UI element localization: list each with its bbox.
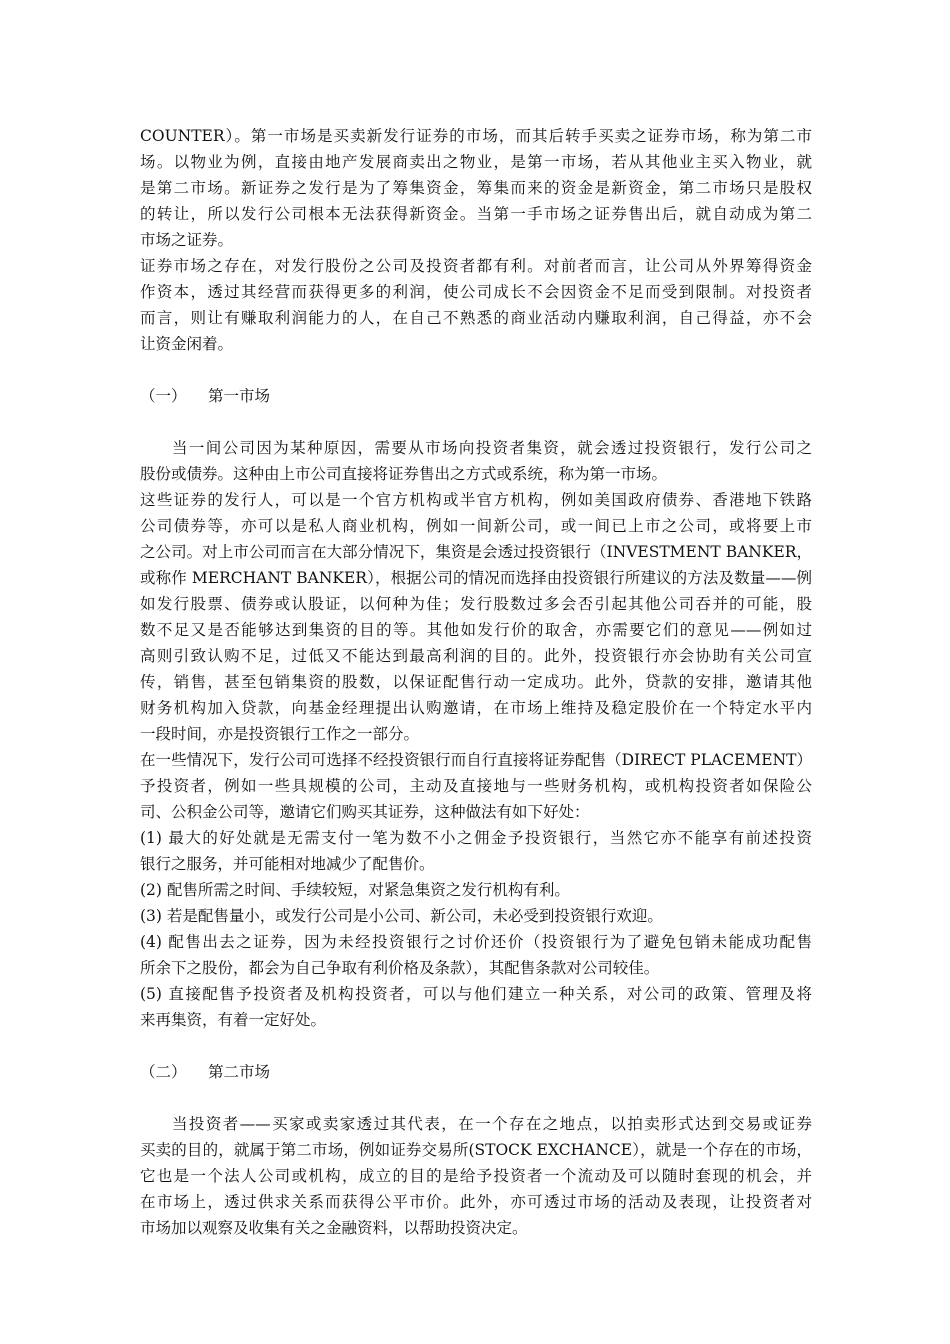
text-line: 之公司。对上市公司而言在大部分情况下，集资是会透过投资银行（INVESTMENT BANKER， [140,543,812,561]
text-line: 在一些情况下，发行公司可选择不经投资银行而自行直接将证券配售（DIRECT PLACEMENT） [140,751,812,769]
text-line: 它也是一个法人公司或机构，成立的目的是给予投资者一个流动及可以随时套现的机会，并 [140,1167,812,1185]
text-line: 公司债券等，亦可以是私人商业机构，例如一间新公司，或一间已上市之公司，或将要上市 [140,517,812,535]
text-line: 来再集资，有着一定好处。 [140,1011,327,1029]
text-line: 当一间公司因为某种原因，需要从市场向投资者集资，就会透过投资银行，发行公司之 [172,439,812,457]
section-number: （一） [140,387,187,405]
paragraph-markets-intro [140,123,812,253]
text-line: 银行之服务，并可能相对地减少了配售价。 [140,855,435,873]
text-line: 市场加以观察及收集有关之金融资料，以帮助投资决定。 [140,1219,528,1237]
text-line: 作资本，透过其经营而获得更多的利润，使公司成长不会因资金不足而受到限制。对投资者 [140,283,812,301]
paragraph-issuers [140,487,812,747]
section-title: 第一市场 [208,387,271,405]
text-line: 传，销售，甚至包销集资的股数，以保证配售行动一定成功。此外，贷款的安排，邀请其他 [140,673,812,691]
text-line: 财务机构加入贷款，向基金经理提出认购邀请，在市场上维持及稳定股价在一个特定水平内 [140,699,812,717]
text-line: 市场之证券。 [140,231,234,249]
paragraph-secondary-market-definition [140,1111,812,1241]
list-item [140,929,812,981]
text-line: 高则引致认购不足，过低又不能达到最高利润的目的。此外，投资银行亦会协助有关公司宣 [140,647,812,665]
text-line: 如发行股票、债券或认股证，以何种为佳；发行股数过多会否引起其他公司吞并的可能，股 [140,595,812,613]
text-line: (3) 若是配售量小，或发行公司是小公司、新公司，未必受到投资银行欢迎。 [140,907,663,925]
list-item [140,981,812,1033]
text-line: 予投资者，例如一些具规模的公司，主动及直接地与一些财务机构，或机构投资者如保险公 [140,777,812,795]
text-line: (1) 最大的好处就是无需支付一笔为数不小之佣金予投资银行，当然它亦不能享有前述投资 [140,829,812,847]
text-line: 司、公积金公司等，邀请它们购买其证券，这种做法有如下好处： [140,803,590,821]
spacer [140,409,812,435]
text-line: 这些证券的发行人，可以是一个官方机构或半官方机构，例如美国政府债券、香港地下铁路 [140,491,812,509]
list-item [140,825,812,877]
text-line: (5) 直接配售予投资者及机构投资者，可以与他们建立一种关系，对公司的政策、管理及将 [140,985,812,1003]
text-line: 证券市场之存在，对发行股份之公司及投资者都有利。对前者而言，让公司从外界筹得资金 [140,257,812,275]
section-heading-secondary-market [140,1059,812,1085]
text-line: 的转让，所以发行公司根本无法获得新资金。当第一手市场之证券售出后，就自动成为第二 [140,205,812,223]
spacer [140,357,812,383]
text-line: 股份或债券。这种由上市公司直接将证券售出之方式或系统，称为第一市场。 [140,465,668,483]
list-item [140,877,812,903]
text-line: 数不足又是否能够达到集资的目的等。其他如发行价的取舍，亦需要它们的意见——例如过 [140,621,812,639]
spacer [140,1033,812,1059]
text-line: 而言，则让有赚取利润能力的人，在自己不熟悉的商业活动内赚取利润，自己得益，亦不会 [140,309,812,327]
section-number: （二） [140,1063,187,1081]
list-item [140,903,812,929]
text-line: 让资金闲着。 [140,335,234,353]
text-line: 当投资者——买家或卖家透过其代表，在一个存在之地点，以拍卖形式达到交易或证券 [172,1115,812,1133]
paragraph-direct-placement [140,747,812,825]
text-line: (2) 配售所需之时间、手续较短，对紧急集资之发行机构有利。 [140,881,570,899]
text-line: (4) 配售出去之证券，因为未经投资银行之讨价还价（投资银行为了避免包销未能成功配售 [140,933,812,951]
text-line: 买卖的目的，就属于第二市场，例如证券交易所(STOCK EXCHANCE），就是一个存在的市场， [140,1141,812,1159]
text-line: 一段时间，亦是投资银行工作之一部分。 [140,725,420,743]
paragraph-primary-market-definition [140,435,812,487]
text-line: 场。以物业为例，直接由地产发展商卖出之物业，是第一市场，若从其他业主买入物业，就 [140,153,812,171]
advantages-list [140,825,812,1033]
text-line: 或称作 MERCHANT BANKER），根据公司的情况而选择由投资银行所建议的方法及数量——例 [140,569,812,587]
section-title: 第二市场 [208,1063,271,1081]
document-page [140,123,812,1241]
text-line: COUNTER）。第一市场是买卖新发行证券的市场，而其后转手买卖之证券市场，称为第二市 [140,127,812,145]
paragraph-market-benefits [140,253,812,357]
text-line: 是第二市场。新证券之发行是为了筹集资金，筹集而来的资金是新资金，第二市场只是股权 [140,179,812,197]
text-line: 在市场上，透过供求关系而获得公平市价。此外，亦可透过市场的活动及表现，让投资者对 [140,1193,812,1211]
text-line: 所余下之股份，都会为自己争取有利价格及条款），其配售条款对公司较佳。 [140,959,660,977]
spacer [140,1085,812,1111]
section-heading-primary-market [140,383,812,409]
